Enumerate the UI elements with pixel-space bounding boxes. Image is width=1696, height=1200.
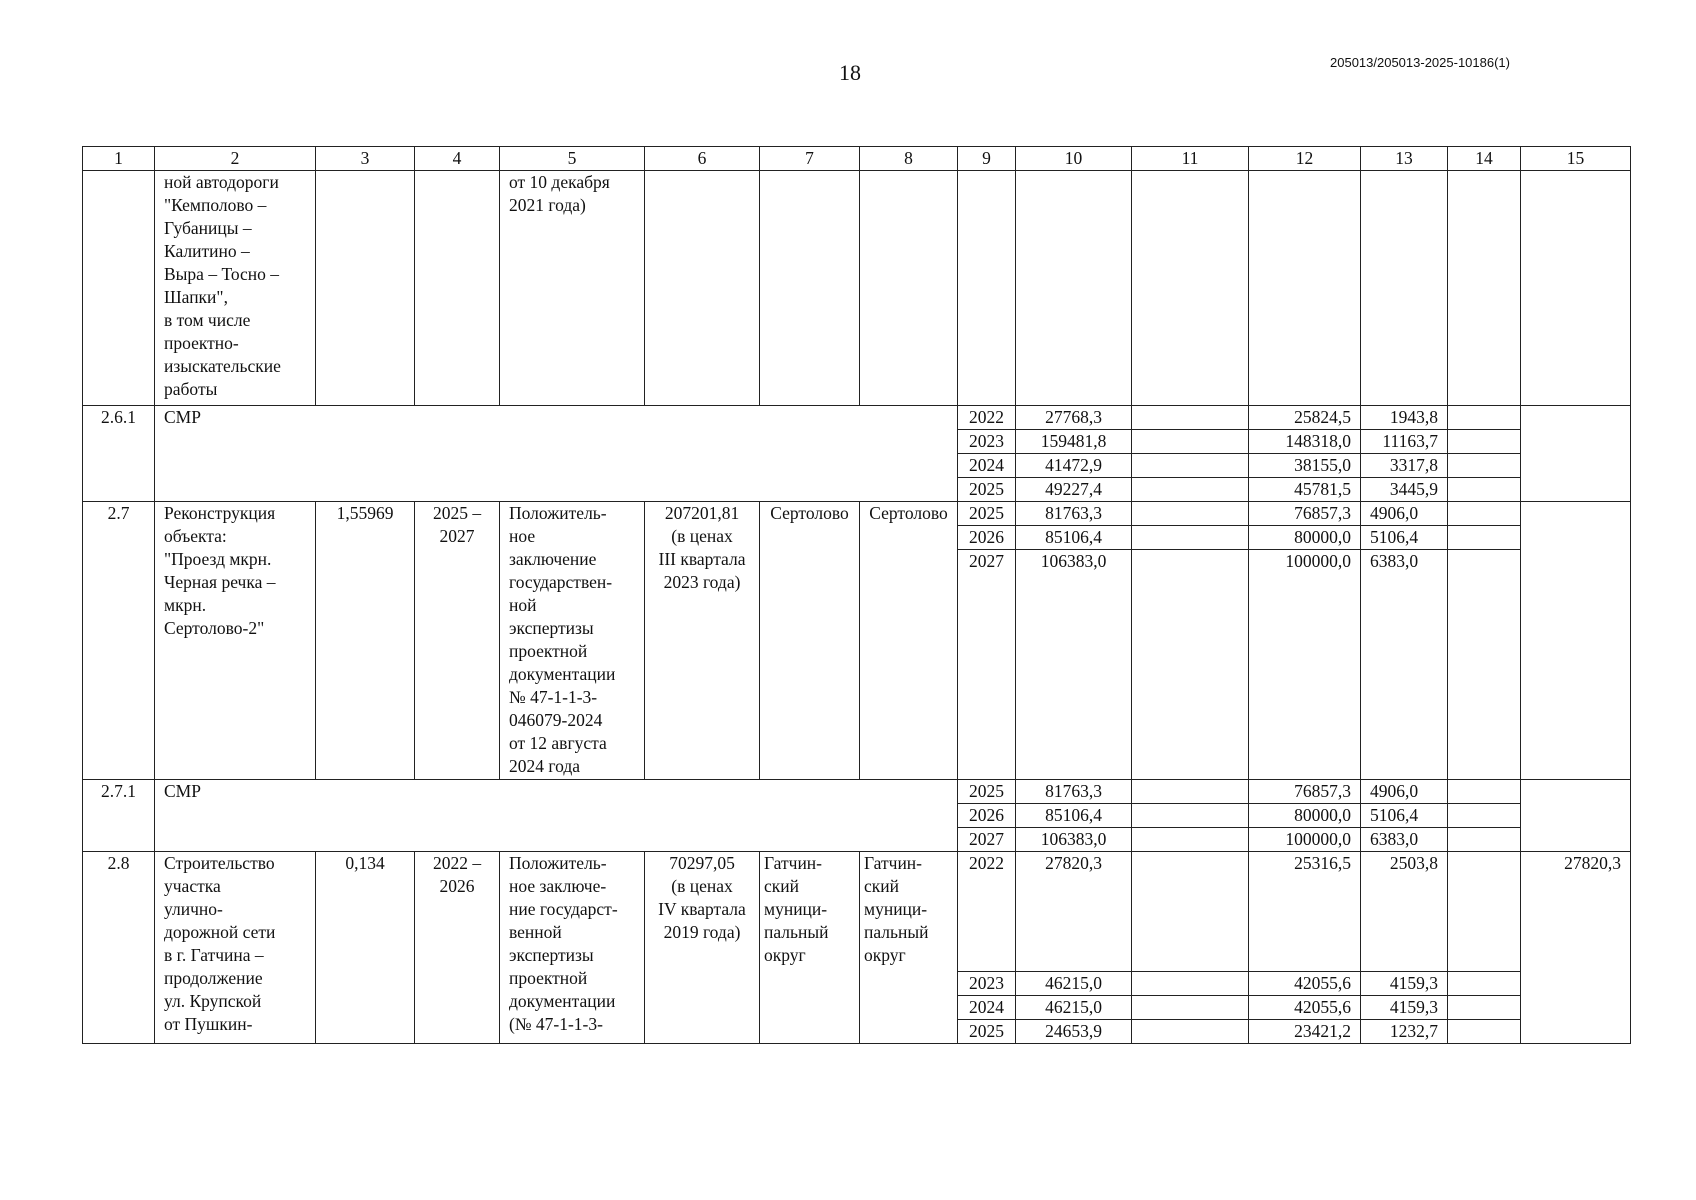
local-budget-cell: 6383,0 [1361, 828, 1448, 852]
cell [1132, 454, 1249, 478]
cell [1448, 780, 1521, 804]
year-cell: 2027 [958, 828, 1016, 852]
total-cell: 46215,0 [1016, 996, 1132, 1020]
year-cell: 2024 [958, 454, 1016, 478]
total-cell: 106383,0 [1016, 828, 1132, 852]
cell [1249, 171, 1361, 406]
header-cell: 10 [1016, 147, 1132, 171]
table-row [83, 780, 1631, 804]
total-cell: 85106,4 [1016, 526, 1132, 550]
local-budget-cell: 5106,4 [1361, 526, 1448, 550]
cell [1448, 972, 1521, 996]
regional-budget-cell: 100000,0 [1249, 828, 1361, 852]
cell [1448, 996, 1521, 1020]
regional-budget-cell: 148318,0 [1249, 430, 1361, 454]
year-cell: 2025 [958, 1020, 1016, 1044]
cell [1521, 171, 1631, 406]
object-name: ной автодороги "Кемполово – Губаницы – Калитино – Выра – Тосно – Шапки", в том числе проектно- изыскательские работы [155, 171, 316, 406]
local-budget-cell: 11163,7 [1361, 430, 1448, 454]
regional-budget-cell: 42055,6 [1249, 972, 1361, 996]
cell [1521, 406, 1631, 502]
local-budget-cell: 1943,8 [1361, 406, 1448, 430]
total-cell: 46215,0 [1016, 972, 1132, 996]
year-cell: 2023 [958, 972, 1016, 996]
document-id: 205013/205013-2025-10186(1) [1330, 55, 1510, 70]
year-cell: 2025 [958, 502, 1016, 526]
year-cell: 2026 [958, 526, 1016, 550]
cell [860, 171, 958, 406]
cell [316, 171, 415, 406]
total-cell: 27820,3 [1016, 852, 1132, 972]
cell [1521, 780, 1631, 852]
row-label: СМР [155, 780, 958, 852]
header-cell: 11 [1132, 147, 1249, 171]
year-cell: 2022 [958, 406, 1016, 430]
regional-budget-cell: 42055,6 [1249, 996, 1361, 1020]
total-cell: 49227,4 [1016, 478, 1132, 502]
local-budget-cell: 5106,4 [1361, 804, 1448, 828]
cell [1361, 171, 1448, 406]
cell [1132, 1020, 1249, 1044]
total-cell: 41472,9 [1016, 454, 1132, 478]
total-cell: 106383,0 [1016, 550, 1132, 780]
local-budget-cell: 6383,0 [1361, 550, 1448, 780]
table-row [83, 406, 1631, 430]
table-row [83, 502, 1631, 526]
cell [1448, 502, 1521, 526]
row-number: 2.7 [83, 502, 155, 780]
page-number: 18 [839, 60, 861, 85]
cell [1448, 804, 1521, 828]
local-budget-cell: 4906,0 [1361, 780, 1448, 804]
regional-budget-cell: 100000,0 [1249, 550, 1361, 780]
table-row [83, 171, 1631, 406]
year-cell: 2027 [958, 550, 1016, 780]
capacity-cell: 0,134 [316, 852, 415, 1044]
cost-cell: 207201,81 (в ценах III квартала 2023 года) [645, 502, 760, 780]
regional-budget-cell: 76857,3 [1249, 780, 1361, 804]
total-cell: 81763,3 [1016, 780, 1132, 804]
cell [1448, 828, 1521, 852]
cell [1132, 828, 1249, 852]
total-cell: 81763,3 [1016, 502, 1132, 526]
cell [1448, 852, 1521, 972]
header-cell: 2 [155, 147, 316, 171]
period-cell: 2022 – 2026 [415, 852, 500, 1044]
expertise-cell: Положитель- ное заключе- ние государст- венной экспертизы проектной документации (№ 47-1-1-3- [500, 852, 645, 1044]
year-cell: 2024 [958, 996, 1016, 1020]
header-cell: 8 [860, 147, 958, 171]
local-budget-cell: 3445,9 [1361, 478, 1448, 502]
header-cell: 14 [1448, 147, 1521, 171]
cell [1132, 972, 1249, 996]
period-cell: 2025 – 2027 [415, 502, 500, 780]
municipality-cell: Сертолово [760, 502, 860, 780]
regional-budget-cell: 25316,5 [1249, 852, 1361, 972]
cell [760, 171, 860, 406]
cell [1132, 526, 1249, 550]
row-number: 2.8 [83, 852, 155, 1044]
total-cell: 24653,9 [1016, 1020, 1132, 1044]
cell [1448, 1020, 1521, 1044]
expertise-cell: Положитель- ное заключение государствен- ной экспертизы проектной документации № 47-1-1-3- 046079-2024 от 12 августа 2024 года [500, 502, 645, 780]
regional-budget-cell: 80000,0 [1249, 804, 1361, 828]
local-budget-cell: 2503,8 [1361, 852, 1448, 972]
regional-budget-cell: 38155,0 [1249, 454, 1361, 478]
regional-budget-cell: 80000,0 [1249, 526, 1361, 550]
row-number: 2.6.1 [83, 406, 155, 502]
regional-budget-cell: 76857,3 [1249, 502, 1361, 526]
cell [1132, 171, 1249, 406]
cell [1448, 454, 1521, 478]
customer-cell: Гатчин- ский муници- пальный округ [860, 852, 958, 1044]
total-cell: 159481,8 [1016, 430, 1132, 454]
cell [1448, 478, 1521, 502]
cell [83, 171, 155, 406]
header-cell: 1 [83, 147, 155, 171]
cell [1132, 406, 1249, 430]
cell [645, 171, 760, 406]
expertise-cell: от 10 декабря 2021 года) [500, 171, 645, 406]
local-budget-cell: 4159,3 [1361, 972, 1448, 996]
cell [1448, 406, 1521, 430]
regional-budget-cell: 45781,5 [1249, 478, 1361, 502]
cell [1448, 430, 1521, 454]
header-cell: 4 [415, 147, 500, 171]
cell [958, 171, 1016, 406]
total-cell: 85106,4 [1016, 804, 1132, 828]
table-header-row [83, 147, 1631, 171]
year-cell: 2022 [958, 852, 1016, 972]
year-cell: 2025 [958, 780, 1016, 804]
cell [1132, 852, 1249, 972]
cell [1132, 804, 1249, 828]
regional-budget-cell: 23421,2 [1249, 1020, 1361, 1044]
column-15-value: 27820,3 [1521, 852, 1631, 1044]
capacity-cell: 1,55969 [316, 502, 415, 780]
header-cell: 15 [1521, 147, 1631, 171]
object-name: Строительство участка улично- дорожной сети в г. Гатчина – продолжение ул. Крупской от Пушкин- [155, 852, 316, 1044]
total-cell: 27768,3 [1016, 406, 1132, 430]
row-number: 2.7.1 [83, 780, 155, 852]
regional-budget-cell: 25824,5 [1249, 406, 1361, 430]
header-cell: 9 [958, 147, 1016, 171]
header-cell: 5 [500, 147, 645, 171]
cell [1132, 996, 1249, 1020]
object-name: Реконструкция объекта: "Проезд мкрн. Черная речка – мкрн. Сертолово-2" [155, 502, 316, 780]
header-cell: 13 [1361, 147, 1448, 171]
year-cell: 2023 [958, 430, 1016, 454]
cost-cell: 70297,05 (в ценах IV квартала 2019 года) [645, 852, 760, 1044]
customer-cell: Сертолово [860, 502, 958, 780]
year-cell: 2026 [958, 804, 1016, 828]
table-row [83, 852, 1631, 972]
cell [1132, 478, 1249, 502]
cell [1016, 171, 1132, 406]
header-cell: 12 [1249, 147, 1361, 171]
header-cell: 7 [760, 147, 860, 171]
year-cell: 2025 [958, 478, 1016, 502]
header-cell: 6 [645, 147, 760, 171]
local-budget-cell: 3317,8 [1361, 454, 1448, 478]
cell [1448, 550, 1521, 780]
local-budget-cell: 1232,7 [1361, 1020, 1448, 1044]
cell [1132, 502, 1249, 526]
header-cell: 3 [316, 147, 415, 171]
local-budget-cell: 4159,3 [1361, 996, 1448, 1020]
cell [1132, 780, 1249, 804]
cell [1448, 171, 1521, 406]
cell [1448, 526, 1521, 550]
cell [415, 171, 500, 406]
cell [1132, 550, 1249, 780]
financing-table [82, 146, 1631, 1044]
cell [1132, 430, 1249, 454]
row-label: СМР [155, 406, 958, 502]
local-budget-cell: 4906,0 [1361, 502, 1448, 526]
municipality-cell: Гатчин- ский муници- пальный округ [760, 852, 860, 1044]
cell [1521, 502, 1631, 780]
